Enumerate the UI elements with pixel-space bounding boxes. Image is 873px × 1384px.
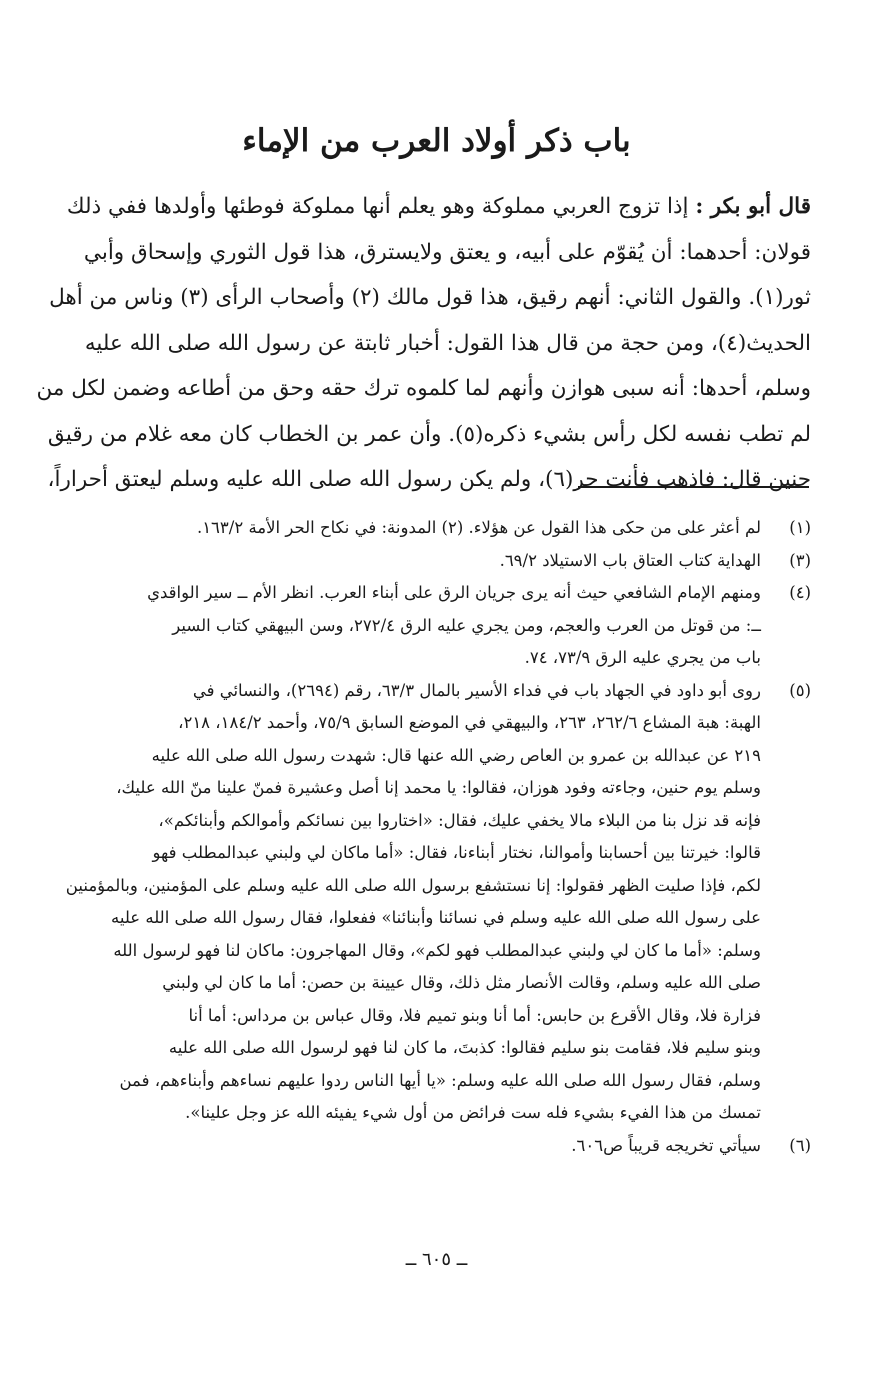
footnote-text: [76, 1130, 761, 1163]
page-title: باب ذكر أولاد العرب من الإماء: [242, 123, 631, 159]
footnote-6: [76, 1130, 811, 1163]
footnote-text: [76, 545, 761, 578]
footnote-1: [76, 512, 811, 545]
footnote-5: [65, 675, 811, 1130]
body-lead: قال أبو بكر :: [695, 194, 811, 219]
footnote-line: وسلم يوم حنين، وجاءته وفود هوزان، فقالوا: يا محمد إنا أصل وعشيرة فمنّ علينا منّ الله عليك،: [116, 778, 761, 797]
body-line-text: إذا تزوج العربي مملوكة وهو يعلم أنها مملوكة فوطئها وأولدها ففي ذلك: [66, 194, 689, 219]
body-line: [66, 184, 811, 230]
footnote-separator: [578, 486, 809, 488]
footnote-text: [76, 577, 761, 675]
footnote-line: وسلم: «أما ما كان لي ولبني عبدالمطلب فهو لكم»، وقال المهاجرون: ماكان لنا فهو لرسول الله: [113, 940, 761, 960]
footnote-line: فزارة فلا، وقال الأقرع بن حابس: أما أنا وبنو تميم فلا، وقال عباس بن مرداس: أما أنا: [188, 1005, 761, 1025]
footnote-line: روى أبو داود في الجهاد باب في فداء الأسير بالمال ٦٣/٣، رقم (٢٦٩٤)، والنسائي في: [192, 680, 761, 700]
footnote-number: (٦): [789, 1135, 811, 1155]
footnote-line: باب من يجري عليه الرق ٧٣/٩، ٧٤.: [524, 648, 761, 667]
body-line: الحديث(٤)، ومن حجة من قال هذا القول: أخبار ثابتة عن رسول الله صلى الله عليه: [84, 330, 811, 356]
footnote-line: ــ: من قوتل من العرب والعجم، ومن يجري عليه الرق ٢٧٢/٤، وسن البيهقي كتاب السير: [172, 615, 761, 635]
footnote-line: لم أعثر على من حكى هذا القول عن هؤلاء. (٢) المدونة: في نكاح الحر الأمة ١٦٣/٢.: [196, 518, 761, 537]
footnote-line: ومنهم الإمام الشافعي حيث أنه يرى جريان الرق على أبناء العرب. انظر الأم ــ سير الواقدي: [147, 583, 761, 602]
footnote-line: لكم، فإذا صليت الظهر فقولوا: إنا نستشفع برسول الله صلى الله عليه وسلم على المؤمنين، وبالمؤمنين: [65, 875, 761, 895]
body-line: حنين قال: فاذهب فأنت حر(٦)، ولم يكن رسول الله صلى الله عليه وسلم ليعتق أحراراً،: [47, 467, 811, 492]
page-number: ــ ٦٠٥ ــ: [405, 1249, 468, 1270]
footnote-number: (١): [789, 518, 811, 537]
footnote-line: صلى الله عليه وسلم، وقالت الأنصار مثل ذلك، وقال عيينة بن حصن: أما ما كان لي ولبني: [162, 973, 761, 992]
footnote-line: الهداية كتاب العتاق باب الاستيلاد ٦٩/٢.: [499, 550, 761, 570]
footnote-number: (٣): [789, 550, 811, 570]
footnote-line: ٢١٩ عن عبدالله بن عمرو بن العاص رضي الله عنها قال: شهدت رسول الله صلى الله عليه: [151, 745, 761, 765]
footnote-line: الهبة: هبة المشاع ٢٦٢/٦، ٢٦٣، والبيهقي في الموضع السابق ٧٥/٩، وأحمد ١٨٤/٢، ٢١٨،: [178, 713, 761, 732]
footnote-line: وسلم، فقال رسول الله صلى الله عليه وسلم: «يا أيها الناس ردوا عليهم نساءهم وأبناءهم، فمن: [119, 1070, 761, 1090]
footnote-3: [76, 545, 811, 578]
body-line: قولان: أحدهما: أن يُقوّم على أبيه، و يعتق ولايسترق، هذا قول الثوري وإسحاق وأبي: [83, 239, 811, 265]
footnote-4: [76, 577, 811, 675]
footnote-text: [76, 512, 761, 545]
footnote-number: (٥): [789, 680, 811, 700]
main-text: [36, 184, 811, 503]
footnote-line: وبنو سليم فلا، فقامت بنو سليم فقالوا: كذبتَ، ما كان لنا فهو لرسول الله صلى الله عليه: [168, 1038, 761, 1057]
footnote-line: قالوا: خيرتنا بين أحسابنا وأموالنا، نختار أبناءنا، فقال: «أما ماكان لي ولبني عبدالمطلب فهو: [152, 843, 761, 862]
footnote-text: [65, 675, 761, 1130]
body-line: لم تطب نفسه لكل رأس بشيء ذكره(٥). وأن عمر بن الخطاب كان معه غلام من رقيق: [47, 421, 811, 447]
footnotes: [65, 512, 811, 1162]
body-line: وسلم، أحدها: أنه سبى هوازن وأنهم لما كلموه ترك حقه وحق من أطاعه وضمن لكل من: [36, 376, 811, 401]
footnote-line: تمسك من هذا الفيء بشيء فله ست فرائض من أول شيء يفيئه الله عز وجل علينا».: [185, 1103, 761, 1122]
body-line: ثور(١). والقول الثاني: أنهم رقيق، هذا قول مالك (٢) وأصحاب الرأى (٣) وناس من أهل: [49, 285, 811, 310]
footnote-line: على رسول الله صلى الله عليه وسلم في نسائنا وأبنائنا» ففعلوا، فقال رسول الله صلى الله عليه: [111, 908, 761, 927]
footnote-line: سيأتي تخريجه قريباً ص٦٠٦.: [571, 1135, 761, 1155]
footnote-number: (٤): [789, 583, 811, 602]
footnote-line: فإنه قد نزل بنا من البلاء مالا يخفي عليك، فقال: «اختاروا بين نسائكم وأموالكم وأبنائكم»،: [158, 810, 761, 830]
